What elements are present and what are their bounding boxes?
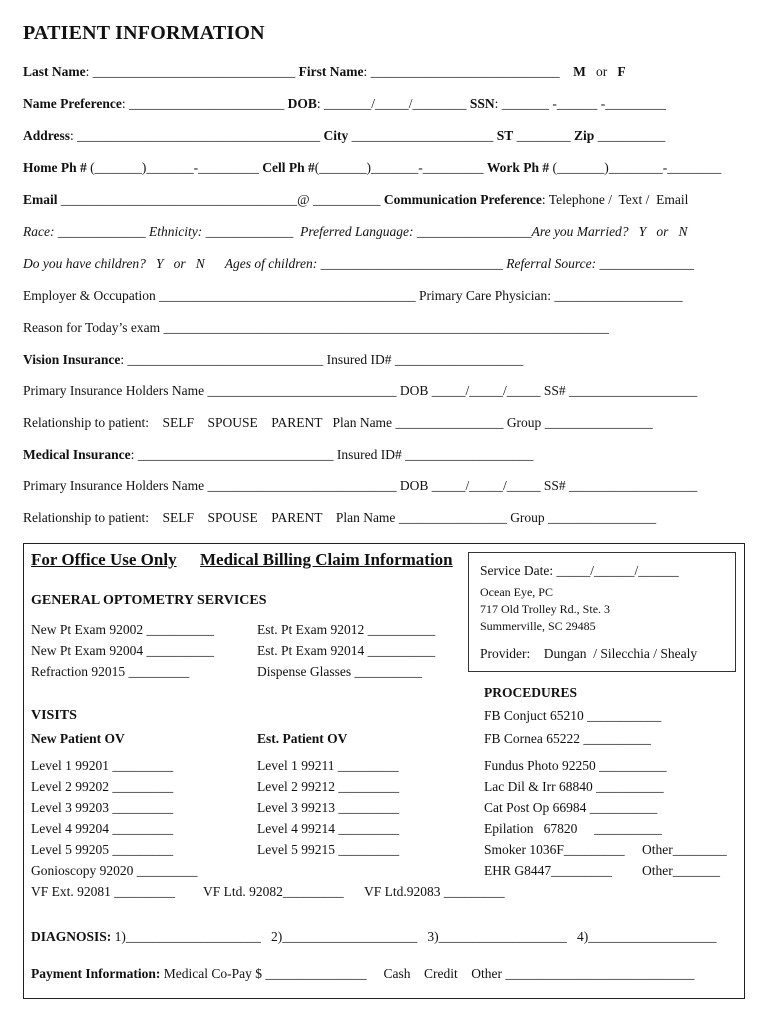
vision-insurance-label: Vision Insurance [23, 352, 121, 367]
language-label: Preferred Language [300, 224, 409, 239]
race-field[interactable]: : _____________ [49, 224, 146, 239]
ssn-label: SSN [469, 96, 495, 111]
diagnosis-fields[interactable]: 1)____________________ 2)____________________ 3)___________________ 4)___________________ [111, 929, 717, 944]
vision-insurance-field[interactable]: : _____________________________ [120, 352, 324, 367]
general-right-3[interactable]: Dispense Glasses __________ [257, 664, 422, 679]
medical-parent-option[interactable]: PARENT [271, 510, 323, 525]
medical-holder-ss-label: SS# [543, 478, 566, 493]
email-label: Email [23, 192, 58, 207]
new-patient-ov-header: New Patient OV [31, 731, 125, 746]
medical-plan-label: Plan Name [335, 510, 396, 525]
medical-spouse-option[interactable]: SPOUSE [207, 510, 258, 525]
row-phones [23, 160, 750, 176]
state-field[interactable]: ________ [513, 128, 571, 143]
payment-label: Payment Information: [31, 966, 161, 981]
referral-label: Referral Source [506, 256, 592, 271]
general-left-2[interactable]: New Pt Exam 92004 __________ [31, 643, 214, 658]
vision-insured-id-label: Insured ID# [326, 352, 392, 367]
row-medical-relationship [23, 510, 750, 526]
home-phone-field[interactable]: (_______)_______-_________ [86, 160, 259, 175]
procedure-other-1[interactable]: Other________ [642, 842, 727, 857]
employer-field[interactable]: ______________________________________ [155, 288, 416, 303]
row-employer [23, 288, 750, 304]
ethnicity-field[interactable]: : _____________ [197, 224, 294, 239]
medical-plan-field[interactable]: ________________ [395, 510, 507, 525]
form-title: PATIENT INFORMATION [23, 22, 265, 44]
new-level-1[interactable]: Level 1 99201 _________ [31, 758, 174, 773]
medical-insurance-label: Medical Insurance [23, 447, 131, 462]
practice-address: 717 Old Trolley Rd., Ste. 3 [480, 602, 611, 616]
name-preference-label: Name Preference [23, 96, 122, 111]
procedure-smoker[interactable]: Smoker 1036F_________ [484, 842, 625, 857]
procedures-header: PROCEDURES [484, 685, 578, 700]
ages-field[interactable]: ___________________________ [317, 256, 503, 271]
procedure-other-2[interactable]: Other_______ [642, 863, 720, 878]
sex-m-option[interactable]: M [573, 64, 586, 79]
ages-label: Ages of children: [224, 256, 318, 271]
dob-label: DOB [287, 96, 317, 111]
general-services-header: GENERAL OPTOMETRY SERVICES [31, 593, 267, 608]
city-field[interactable]: _____________________ [348, 128, 494, 143]
procedure-fb-cornea[interactable]: FB Cornea 65222 __________ [484, 731, 651, 746]
practice-city: Summerville, SC 29485 [480, 619, 596, 633]
row-names [23, 64, 750, 80]
race-label: Race [23, 224, 50, 239]
children-label: Do you have children? [23, 256, 146, 271]
or-text: or [173, 256, 186, 271]
medical-holder-dob-field[interactable]: _____/_____/_____ [428, 478, 541, 493]
medical-insurance-field[interactable]: : _____________________________ [130, 447, 334, 462]
row-vision-relationship [23, 415, 750, 431]
row-medical-holder [23, 478, 750, 494]
first-name-field[interactable]: : ____________________________ [363, 64, 560, 79]
new-level-3[interactable]: Level 3 99203 _________ [31, 800, 174, 815]
est-level-4[interactable]: Level 4 99214 _________ [257, 821, 400, 836]
diagnosis-row [31, 929, 717, 945]
cell-phone-field[interactable]: (_______)_______-_________ [314, 160, 484, 175]
children-yes-option[interactable]: Y [155, 256, 164, 271]
state-label: ST [496, 128, 514, 143]
row-email [23, 192, 750, 208]
medical-holder-ss-field[interactable]: ___________________ [565, 478, 698, 493]
est-level-2[interactable]: Level 2 99212 _________ [257, 779, 400, 794]
medical-holder-dob-label: DOB [399, 478, 429, 493]
vision-parent-option[interactable]: PARENT [271, 415, 323, 430]
billing-header: Medical Billing Claim Information [200, 550, 453, 569]
reason-label: Reason for Today’s exam [23, 320, 161, 335]
row-children [23, 256, 750, 272]
or-text: or [656, 224, 669, 239]
communication-options[interactable]: : Telephone / Text / Email [541, 192, 689, 207]
row-medical-insurance [23, 447, 750, 463]
email-field[interactable]: ___________________________________@ __________ [57, 192, 381, 207]
vf-ltd-92082-field[interactable]: VF Ltd. 92082_________ [203, 884, 344, 899]
payment-row [31, 966, 694, 982]
provider-options[interactable]: Provider: Dungan / Silecchia / Shealy [480, 646, 698, 661]
new-level-4[interactable]: Level 4 99204 _________ [31, 821, 174, 836]
row-reason [23, 320, 750, 336]
medical-insured-id-label: Insured ID# [336, 447, 402, 462]
new-level-5[interactable]: Level 5 99205 _________ [31, 842, 174, 857]
cell-phone-label: Cell Ph # [262, 160, 315, 175]
medical-holder-field[interactable]: ____________________________ [204, 478, 397, 493]
married-yes-option[interactable]: Y [638, 224, 647, 239]
city-label: City [323, 128, 349, 143]
home-phone-label: Home Ph # [23, 160, 87, 175]
language-field[interactable]: : _________________ [408, 224, 532, 239]
communication-preference-label: Communication Preference [383, 192, 542, 207]
zip-label: Zip [574, 128, 595, 143]
new-level-2[interactable]: Level 2 99202 _________ [31, 779, 174, 794]
row-pref-dob-ssn [23, 96, 750, 112]
last-name-field[interactable]: : ______________________________ [85, 64, 296, 79]
vision-self-option[interactable]: SELF [162, 415, 194, 430]
sex-f-option[interactable]: F [617, 64, 626, 79]
procedure-fb-conjuct[interactable]: FB Conjuct 65210 ___________ [484, 708, 662, 723]
vision-plan-field[interactable]: ________________ [392, 415, 504, 430]
procedure-fundus-photo[interactable]: Fundus Photo 92250 __________ [484, 758, 667, 773]
gonioscopy-field[interactable]: Gonioscopy 92020 _________ [31, 863, 198, 878]
vision-group-field[interactable]: ________________ [541, 415, 653, 430]
service-date-field[interactable]: Service Date: _____/______/______ [480, 563, 679, 578]
medical-insured-id-field[interactable]: ___________________ [401, 447, 534, 462]
diagnosis-label: DIAGNOSIS: [31, 929, 112, 944]
medical-self-option[interactable]: SELF [162, 510, 194, 525]
pcp-label: Primary Care Physician [418, 288, 548, 303]
est-level-5[interactable]: Level 5 99215 _________ [257, 842, 400, 857]
general-right-2[interactable]: Est. Pt Exam 92014 __________ [257, 643, 436, 658]
reason-field[interactable]: __________________________________________________________________ [160, 320, 610, 335]
dob-field[interactable]: : _______/_____/________ [316, 96, 467, 111]
vision-holder-label: Primary Insurance Holders Name [23, 383, 205, 398]
medical-relationship-label: Relationship to patient: [23, 510, 149, 525]
work-phone-label: Work Ph # [486, 160, 550, 175]
row-address [23, 128, 750, 144]
vf-ext-field[interactable]: VF Ext. 92081 _________ [31, 884, 176, 899]
vision-holder-field[interactable]: ____________________________ [204, 383, 397, 398]
practice-name: Ocean Eye, PC [480, 585, 553, 599]
first-name-label: First Name [298, 64, 364, 79]
row-race [23, 224, 750, 240]
work-phone-field[interactable]: (_______)________-________ [549, 160, 722, 175]
medical-group-label: Group [510, 510, 545, 525]
address-field[interactable]: : ____________________________________ [70, 128, 321, 143]
vision-plan-label: Plan Name [332, 415, 393, 430]
vision-insured-id-field[interactable]: ___________________ [391, 352, 524, 367]
vision-holder-ss-field[interactable]: ___________________ [565, 383, 698, 398]
married-label: Are you Married? [531, 224, 629, 239]
ssn-field[interactable]: : _______ -______ -_________ [494, 96, 667, 111]
medical-group-field[interactable]: ________________ [544, 510, 657, 525]
procedure-ehr[interactable]: EHR G8447_________ [484, 863, 612, 878]
last-name-label: Last Name [23, 64, 86, 79]
ethnicity-label: Ethnicity [148, 224, 198, 239]
vision-relationship-label: Relationship to patient: [23, 415, 149, 430]
row-vision-holder [23, 383, 750, 399]
pcp-field[interactable]: : ___________________ [547, 288, 683, 303]
vision-group-label: Group [506, 415, 542, 430]
married-no-option[interactable]: N [678, 224, 688, 239]
payment-fields[interactable]: Medical Co-Pay $ _______________ Cash Credit Other ____________________________ [160, 966, 695, 981]
visits-header: VISITS [31, 708, 77, 723]
general-right-1[interactable]: Est. Pt Exam 92012 __________ [257, 622, 436, 637]
est-patient-ov-header: Est. Patient OV [257, 731, 348, 746]
general-left-1[interactable]: New Pt Exam 92002 __________ [31, 622, 214, 637]
or-text: or [596, 64, 608, 79]
name-preference-field[interactable]: : _______________________ [121, 96, 285, 111]
vision-holder-dob-label: DOB [399, 383, 429, 398]
general-left-3[interactable]: Refraction 92015 _________ [31, 664, 190, 679]
address-label: Address [23, 128, 71, 143]
est-level-3[interactable]: Level 3 99213 _________ [257, 800, 400, 815]
procedure-lac-dil[interactable]: Lac Dil & Irr 68840 __________ [484, 779, 664, 794]
office-use-header: For Office Use Only [31, 550, 177, 569]
row-vision-insurance [23, 352, 750, 368]
children-no-option[interactable]: N [195, 256, 205, 271]
medical-holder-label: Primary Insurance Holders Name [23, 478, 205, 493]
employer-label: Employer & Occupation [23, 288, 156, 303]
referral-field[interactable]: : ______________ [591, 256, 694, 271]
vision-holder-dob-field[interactable]: _____/_____/_____ [428, 383, 541, 398]
vf-ltd-92083-field[interactable]: VF Ltd.92083 _________ [364, 884, 505, 899]
procedure-epilation[interactable]: Epilation 67820 __________ [484, 821, 662, 836]
vision-holder-ss-label: SS# [543, 383, 566, 398]
zip-field[interactable]: __________ [594, 128, 666, 143]
procedure-cat-post-op[interactable]: Cat Post Op 66984 __________ [484, 800, 658, 815]
est-level-1[interactable]: Level 1 99211 _________ [257, 758, 399, 773]
vision-spouse-option[interactable]: SPOUSE [207, 415, 258, 430]
